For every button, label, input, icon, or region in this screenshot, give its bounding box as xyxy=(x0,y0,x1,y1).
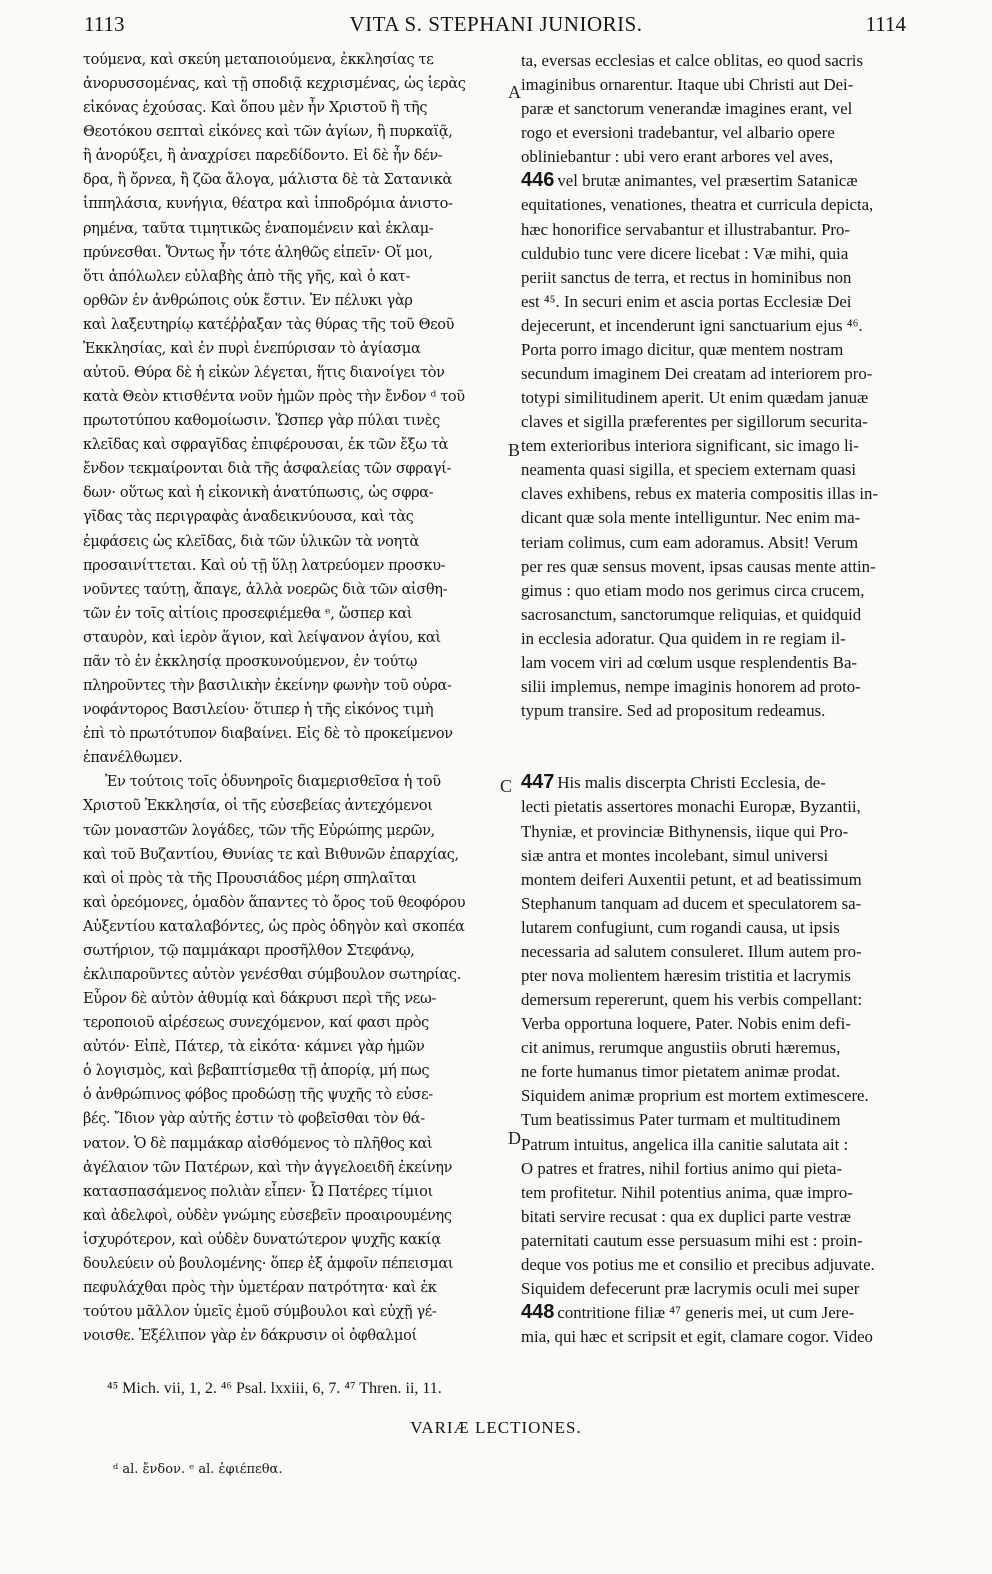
greek-line: ἐκλιπαροῦντες αὐτὸν γενέσθαι σύμβουλον σωτηρίας. xyxy=(83,966,461,983)
greek-line: σταυρὸν, καὶ ἱερὸν ἅγιον, καὶ λείψανον ἁγίου, καὶ xyxy=(83,629,441,646)
latin-line xyxy=(521,1156,911,1180)
latin-line xyxy=(521,192,911,216)
greek-line: δουλεύειν οὐ βουλομένης· ὅπερ ἐξ ἀμφοῖν πέπεισμαι xyxy=(83,1255,454,1272)
section-number: 447 xyxy=(521,771,555,794)
latin-blank-line xyxy=(521,746,911,770)
page-number-right: 1114 xyxy=(865,12,906,36)
latin-line-text: Patrum intuitus, angelica illa canitie salutata ait : xyxy=(521,1134,849,1154)
latin-line xyxy=(521,602,911,626)
latin-line xyxy=(521,313,911,337)
latin-line xyxy=(521,1180,911,1204)
greek-line: πληροῦντες τὴν βασιλικὴν ἐκείνην φωνὴν τοῦ οὐρα- xyxy=(83,678,452,695)
latin-line-text: dejecerunt, et incenderunt igni sanctuarium ejus ⁴⁶. xyxy=(521,315,863,335)
latin-line-text: silii implemus, nempe imaginis honorem ad proto- xyxy=(521,677,861,697)
latin-line-text: equitationes, venationes, theatra et curricula depicta, xyxy=(521,195,874,215)
latin-line-text: mia, qui hæc et scripsit et egit, clamare cogor. Video xyxy=(521,1327,873,1347)
greek-line: Ἐν τούτοις τοῖς ὀδυνηροῖς διαμερισθεῖσα ἡ τοῦ xyxy=(105,774,441,791)
latin-line-text: bitati servire recusat : qua ex duplici parte vestræ xyxy=(521,1206,851,1226)
latin-line xyxy=(521,1228,911,1252)
latin-line xyxy=(521,241,911,265)
latin-line xyxy=(521,144,911,168)
greek-line: σωτήριον, τῷ παμμάκαρι προσῆλθον Στεφάνῳ, xyxy=(83,942,415,959)
greek-line: κατασπασάμενος πολιὰν εἶπεν· Ὦ Πατέρες τίμιοι xyxy=(83,1183,433,1200)
greek-line: νοφάντορος Βασιλείου· ὅτιπερ ἡ τῆς εἰκόνος τιμὴ xyxy=(83,702,434,719)
greek-line: καὶ ἀδελφοὶ, οὐδὲν γνώμης εὐσεβεῖν προαιρουμένης xyxy=(83,1207,452,1224)
latin-line-text: neamenta quasi sigilla, et speciem externam quasi xyxy=(521,460,857,480)
latin-line-text: vel brutæ animantes, vel præsertim Satanicæ xyxy=(557,171,858,191)
latin-line-text: imaginibus ornarentur. Itaque ubi Christi aut Dei- xyxy=(521,75,854,95)
latin-line-text: in ecclesia adoratur. Qua quidem in re regiam il- xyxy=(521,628,846,648)
latin-line-text: tem profitetur. Nihil potentius anima, quæ impro- xyxy=(521,1182,853,1202)
page-header xyxy=(0,12,992,38)
latin-line xyxy=(521,265,911,289)
greek-line: πεφυλάχθαι πρὸς τὴν ὑμετέραν πατρότητα· καὶ ἐκ xyxy=(83,1279,437,1296)
latin-line-text: Tum beatissimus Pater turmam et multitudinem xyxy=(521,1110,841,1130)
latin-line-text: teriam colimus, cum eam adoramus. Absit! Verum xyxy=(521,532,859,552)
section-number: 446 xyxy=(521,169,555,192)
latin-line xyxy=(521,337,911,361)
latin-line-text: periit sanctus de terra, et rectus in hominibus non xyxy=(521,267,852,287)
latin-line-text: Siquidem animæ proprium est mortem extimescere. xyxy=(521,1086,869,1106)
latin-line xyxy=(521,530,911,554)
latin-line xyxy=(521,1276,911,1300)
latin-line xyxy=(521,1324,911,1348)
greek-line: τούμενα, καὶ σκεύη μεταποιούμενα, ἐκκλησίας τε xyxy=(83,52,434,68)
latin-line-text: paternitati cautum esse persuasum mihi est : proin- xyxy=(521,1230,863,1250)
greek-line: γῖδας τὰς περιγραφὰς ἀναδεικνύουσα, καὶ τὰς xyxy=(83,509,414,526)
greek-line: εἰκόνας ἐχούσας. Καὶ ὅπου μὲν ἦν Χριστοῦ ἢ τῆς xyxy=(83,100,428,117)
greek-line: καὶ λαξευτηρίῳ κατέῤῥαξαν τὰς θύρας τῆς τοῦ Θεοῦ xyxy=(83,316,455,333)
greek-line: ὅτι ἀπόλωλεν εὐλαβὴς ἀπὸ τῆς γῆς, καὶ ὁ κατ- xyxy=(83,268,411,285)
greek-line: ἐπὶ τὸ πρωτότυπον διαβαίνει. Εἰς δὲ τὸ προκείμενον xyxy=(83,726,453,743)
greek-line: νοῦντες ταύτῃ, ἄπαγε, ἀλλὰ νοερῶς διὰ τῶν αἰσθη- xyxy=(83,581,448,598)
latin-column xyxy=(521,48,911,1348)
latin-line-text: montem deiferi Auxentii petunt, et ad beatissimum xyxy=(521,869,862,889)
greek-line: πᾶν τὸ ἐν ἐκκλησίᾳ προσκυνούμενον, ἐν τούτῳ xyxy=(83,653,418,670)
latin-line xyxy=(521,1300,911,1324)
greek-line: ἰσχυρότερον, καὶ οὐδὲν δυνατώτερον ψυχῆς κακίᾳ xyxy=(83,1231,441,1248)
latin-line xyxy=(521,674,911,698)
greek-line: Εὗρον δὲ αὐτὸν ἀθυμίᾳ καὶ δάκρυσι περὶ τῆς νεω- xyxy=(83,991,436,1008)
greek-line: Αὐξεντίου καταλαβόντες, ὡς πρὸς ὁδηγὸν καὶ σκοπέα xyxy=(83,918,465,935)
latin-line xyxy=(521,626,911,650)
latin-line-text: claves exhibens, rebus ex materia compositis illas in- xyxy=(521,484,878,504)
greek-line: καὶ οἱ πρὸς τὰ τῆς Προυσιάδος μέρη σπηλαῖται xyxy=(83,870,417,887)
latin-line xyxy=(521,819,911,843)
greek-line: Θεοτόκου σεπταὶ εἰκόνες καὶ τῶν ἁγίων, ἢ πυρκαϊᾷ, xyxy=(83,124,453,141)
latin-line-text: obliniebantur : ubi vero erant arbores vel aves, xyxy=(521,147,834,167)
greek-line: πρωτοτύπου καθομοίωσιν. Ὥσπερ γὰρ πύλαι τινὲς xyxy=(83,413,440,430)
latin-line xyxy=(521,1252,911,1276)
latin-line-text: pter nova molientem hæresim tristitia et lacrymis xyxy=(521,965,851,985)
greek-line: κλεῖδας καὶ σφραγῖδας ἐπιφέρουσαι, ἐκ τῶν ἔξω τὰ xyxy=(83,437,449,454)
greek-line: ἔνδον τεκμαίρονται διὰ τῆς ἀσφαλείας τῶν σφραγί- xyxy=(83,461,452,478)
latin-line-text: est ⁴⁵. In securi enim et ascia portas Ecclesiæ Dei xyxy=(521,291,852,311)
greek-line: τεροποιοῦ αἱρέσεως συνεχόμενον, καί φασι πρὸς xyxy=(83,1015,429,1032)
greek-line: ἐπανέλθωμεν. xyxy=(83,750,183,767)
latin-line-text: culdubio tunc vere dicere licebat : Væ mihi, quia xyxy=(521,243,849,263)
latin-line xyxy=(521,770,911,794)
variae-lectiones-title: VARIÆ LECTIONES. xyxy=(410,1418,582,1437)
latin-line xyxy=(521,48,911,72)
greek-line: αὐτοῦ. Θύρα δὲ ἡ εἰκὼν λέγεται, ἥτις διανοίγει τὸν xyxy=(83,365,445,382)
latin-line xyxy=(521,457,911,481)
latin-line-text: cit animus, rerumque angustiis obruti hæremus, xyxy=(521,1038,841,1058)
greek-line: ὁ λογισμὸς, καὶ βεβαπτίσμεθα τῇ ἀπορίᾳ, μή πως xyxy=(83,1063,430,1080)
running-title: VITA S. STEPHANI JUNIORIS. xyxy=(349,12,643,36)
latin-line-text: Porta porro imago dicitur, quæ mentem nostram xyxy=(521,339,844,359)
latin-line-text: totypi similitudinem aperit. Ut enim quædam januæ xyxy=(521,388,869,408)
latin-line xyxy=(521,1204,911,1228)
latin-line-text: per res quæ sensus movent, ipsas causas mente attin- xyxy=(521,556,876,576)
latin-line xyxy=(521,96,911,120)
greek-line: Ἐκκλησίας, καὶ ἐν πυρὶ ἐνεπύρισαν τὸ ἁγίασμα xyxy=(83,340,421,357)
latin-line xyxy=(521,650,911,674)
latin-line-text: typum transire. Sed ad propositum redeamus. xyxy=(521,701,826,721)
greek-line: αὐτόν· Εἰπὲ, Πάτερ, τὰ εἰκότα· κάμνει γὰρ ἡμῶν xyxy=(83,1039,425,1056)
latin-line xyxy=(521,1132,911,1156)
latin-line-text: ta, eversas ecclesias et calce oblitas, eo quod sacris xyxy=(521,51,863,70)
latin-line xyxy=(521,1011,911,1035)
greek-line: καὶ ὀρεόμονες, ὁμαδὸν ἅπαντες τὸ ὄρος τοῦ θεοφόρου xyxy=(83,894,466,911)
latin-line-text: necessaria ad salutem consuleret. Illum autem pro- xyxy=(521,941,862,961)
greek-line: ορθῶν ἐν ἀνθρώποις οὐκ ἔστιν. Ἐν πέλυκι γὰρ xyxy=(83,292,413,309)
latin-line xyxy=(521,481,911,505)
latin-line-text: gimus : quo etiam modo nos gerimus circa crucem, xyxy=(521,580,865,600)
greek-line: βές. Ἴδιον γὰρ αὐτῆς ἐστιν τὸ φοβεῖσθαι τὸν θά- xyxy=(83,1111,425,1128)
latin-line-text: His malis discerpta Christi Ecclesia, de- xyxy=(557,773,826,793)
greek-line: ἢ ἀνορύξει, ἢ ἀναχρίσει παρεδίδοντο. Εἰ δὲ ἦν δέν- xyxy=(83,148,443,165)
latin-line xyxy=(521,1083,911,1107)
latin-line-text: Thyniæ, et provinciæ Bithynensis, iique qui Pro- xyxy=(521,821,849,841)
latin-line xyxy=(521,289,911,313)
latin-line xyxy=(521,385,911,409)
greek-line: ρημένα, ταῦτα τιμητικῶς ἐναπομένειν καὶ ἐκλαμ- xyxy=(83,220,434,237)
greek-line: ἱππηλάσια, κυνήγια, θέατρα καὶ ἱπποδρόμια ἀνιστο- xyxy=(83,196,453,213)
latin-line xyxy=(521,409,911,433)
latin-line xyxy=(521,698,911,722)
latin-line-text: dicant quæ sola mente intelliguntur. Nec enim ma- xyxy=(521,508,861,528)
latin-line xyxy=(521,1035,911,1059)
section-number: 448 xyxy=(521,1301,555,1324)
latin-line-text: paræ et sanctorum venerandæ imagines erant, vel xyxy=(521,99,853,119)
latin-line xyxy=(521,987,911,1011)
greek-line: ἀνορυσσομένας, καὶ τῇ σποδιᾷ κεχρισμένας, ὡς ἱερὰς xyxy=(83,76,466,93)
greek-line: κατὰ Θεὸν κτισθέντα νοῦν ἡμῶν πρὸς τὴν ἔνδον ᵈ τοῦ xyxy=(83,389,465,406)
latin-line xyxy=(521,578,911,602)
latin-line xyxy=(521,1107,911,1131)
latin-line xyxy=(521,963,911,987)
latin-line-text: deque vos potius me et consilio et precibus adjuvate. xyxy=(521,1254,875,1274)
latin-line xyxy=(521,120,911,144)
latin-line-text: tem exterioribus interiora significant, sic imago li- xyxy=(521,436,859,456)
footnotes: ⁴⁵ Mich. vii, 1, 2. ⁴⁶ Psal. lxxiii, 6, 7. ⁴⁷ Thren. ii, 11. xyxy=(107,1380,442,1397)
variae-lectiones-notes: ᵈ al. ἔνδον. ᵉ al. ἐφιέπεθα. xyxy=(113,1462,283,1477)
margin-mark-d: D xyxy=(508,1128,521,1148)
greek-line: νοισθε. Ἐξέλιπον γὰρ ἐν δάκρυσιν οἱ ὀφθαλμοί xyxy=(83,1328,417,1345)
latin-line-text: Stephanum tanquam ad ducem et speculatorem sa- xyxy=(521,893,862,913)
latin-line-text: sacrosanctum, sanctorumque reliquias, et quidquid xyxy=(521,604,862,624)
latin-line xyxy=(521,433,911,457)
greek-line: προσαινίττεται. Καὶ οὐ τῇ ὕλῃ λατρεύομεν προσκυ- xyxy=(83,557,446,574)
latin-line xyxy=(521,554,911,578)
greek-line: ὁ ἀνθρώπινος φόβος προδώσῃ τῆς ψυχῆς τὸ εὐσε- xyxy=(83,1087,433,1104)
latin-line xyxy=(521,939,911,963)
greek-line: καὶ τοῦ Βυζαντίου, Θυνίας τε καὶ Βιθυνῶν ἐπαρχίας, xyxy=(83,846,459,863)
latin-line xyxy=(521,1059,911,1083)
latin-line xyxy=(521,505,911,529)
latin-line-text: rogo et eversioni tradebantur, vel albario opere xyxy=(521,123,835,143)
latin-line-text: hæc honorifice servabantur et illustrabantur. Pro- xyxy=(521,219,851,239)
greek-line: τῶν ἐν τοῖς αἰτίοις προσεφιέμεθα ᵉ, ὥσπερ καὶ xyxy=(83,605,413,622)
latin-line-text: lutarem confugiunt, cum rogandi causa, ut ipsis xyxy=(521,917,840,937)
latin-line xyxy=(521,867,911,891)
latin-line xyxy=(521,168,911,192)
greek-line: ἀγέλαιον τῶν Πατέρων, καὶ τὴν ἀγγελοειδῆ ἐκείνην xyxy=(83,1159,453,1176)
latin-line-text: contritione filiæ ⁴⁷ generis mei, ut cum Jere- xyxy=(557,1303,855,1323)
latin-line xyxy=(521,891,911,915)
latin-line-text: Siquidem defecerunt præ lacrymis oculi mei super xyxy=(521,1278,860,1298)
latin-line-text: claves et sigilla præferentes per sigillorum securita- xyxy=(521,412,868,432)
latin-line-text: O patres et fratres, nihil fortius animo qui pieta- xyxy=(521,1158,843,1178)
latin-line-text: lam vocem viri ad cœlum usque resplendentis Ba- xyxy=(521,652,858,672)
margin-mark-b: B xyxy=(508,440,521,460)
greek-line: Χριστοῦ Ἐκκλησία, οἱ τῆς εὐσεβείας ἀντεχόμενοι xyxy=(83,798,433,815)
greek-line: δρα, ἢ ὄρνεα, ἢ ζῶα ἄλογα, μάλιστα δὲ τὰ Σατανικὰ xyxy=(83,172,452,189)
latin-line-text: demersum repererunt, quem his verbis compellant: xyxy=(521,990,863,1010)
latin-line-text: secundum imaginem Dei creatam ad interiorem pro- xyxy=(521,364,873,384)
latin-line xyxy=(521,794,911,818)
latin-line xyxy=(521,915,911,939)
greek-line: πρύνεσθαι. Ὄντως ἦν τότε ἀληθῶς εἰπεῖν· Οἴ μοι, xyxy=(83,244,433,261)
latin-blank-line xyxy=(521,722,911,746)
greek-column xyxy=(83,48,506,1348)
greek-line: νατον. Ὁ δὲ παμμάκαρ αἰσθόμενος τὸ πλῆθος καὶ xyxy=(83,1135,433,1152)
latin-line-text: ne forte humanus timor pietatem animæ prodat. xyxy=(521,1062,841,1082)
latin-line xyxy=(521,72,911,96)
latin-line xyxy=(521,361,911,385)
page-number-left: 1113 xyxy=(84,12,125,36)
latin-line xyxy=(521,843,911,867)
latin-line-text: siæ antra et montes incolebant, simul universi xyxy=(521,845,829,865)
greek-line: δων· οὕτως καὶ ἡ εἰκονικὴ ἀνατύπωσις, ὡς σφρα- xyxy=(83,485,434,502)
greek-line: τῶν μοναστῶν λογάδες, τῶν τῆς Εὐρώπης μερῶν, xyxy=(83,822,435,839)
greek-line: ἐμφάσεις ὡς κλεῖδας, διὰ τῶν ὑλικῶν τὰ νοητὰ xyxy=(83,533,419,550)
greek-line: τούτου μᾶλλον ὑμεῖς ἐμοῦ σύμβουλοι καὶ εὐχῇ γέ- xyxy=(83,1304,437,1321)
margin-mark-c: C xyxy=(500,776,513,796)
latin-line-text: Verba opportuna loquere, Pater. Nobis enim defi- xyxy=(521,1014,851,1034)
margin-mark-a: A xyxy=(508,82,521,102)
latin-line-text: lecti pietatis assertores monachi Europæ, Byzantii, xyxy=(521,797,861,817)
latin-line xyxy=(521,217,911,241)
